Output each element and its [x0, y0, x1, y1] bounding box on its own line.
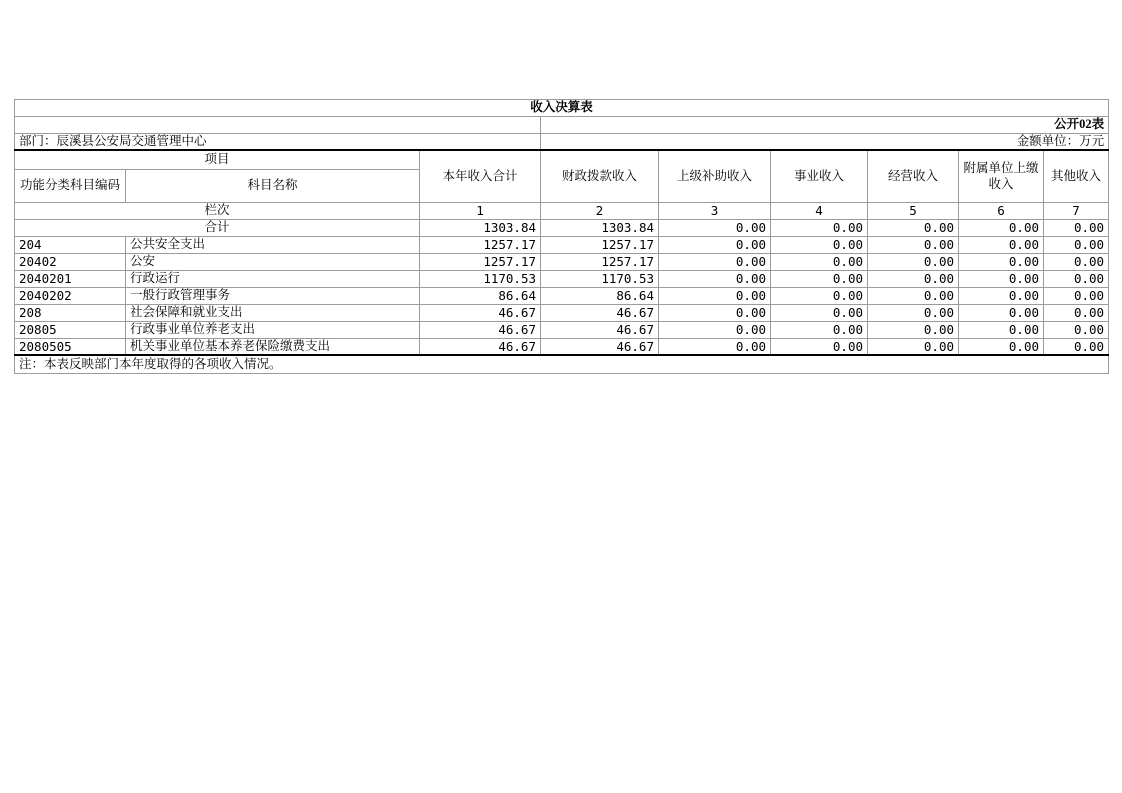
row-value: 0.00	[659, 253, 771, 270]
title-row	[15, 100, 1109, 117]
row-subject-name: 机关事业单位基本养老保险缴费支出	[126, 338, 420, 355]
row-value: 0.00	[659, 287, 771, 304]
row-function-code: 2040202	[15, 287, 126, 304]
header-item-group: 项目	[15, 150, 420, 169]
row-value: 0.00	[771, 253, 868, 270]
row-value: 0.00	[659, 236, 771, 253]
row-value: 0.00	[1044, 338, 1109, 355]
row-value: 0.00	[959, 253, 1044, 270]
row-value: 0.00	[959, 304, 1044, 321]
meta-row	[15, 133, 1109, 150]
column-index-cell: 1	[420, 202, 541, 219]
total-value: 1303.84	[541, 219, 659, 236]
column-index-cell: 5	[868, 202, 959, 219]
column-index-cell: 2	[541, 202, 659, 219]
row-value: 46.67	[541, 304, 659, 321]
row-value: 0.00	[959, 287, 1044, 304]
row-function-code: 2040201	[15, 270, 126, 287]
total-value: 0.00	[868, 219, 959, 236]
row-value: 1257.17	[541, 253, 659, 270]
total-label: 合计	[15, 219, 420, 236]
row-value: 86.64	[420, 287, 541, 304]
row-value: 0.00	[659, 338, 771, 355]
row-value: 0.00	[659, 304, 771, 321]
department-label: 部门：辰溪县公安局交通管理中心	[15, 133, 541, 150]
total-value: 0.00	[771, 219, 868, 236]
total-value: 0.00	[1044, 219, 1109, 236]
row-subject-name: 公安	[126, 253, 420, 270]
row-function-code: 20402	[15, 253, 126, 270]
row-value: 0.00	[771, 287, 868, 304]
row-value: 46.67	[420, 321, 541, 338]
total-value: 0.00	[659, 219, 771, 236]
row-value: 0.00	[868, 321, 959, 338]
row-value: 46.67	[541, 338, 659, 355]
row-value: 86.64	[541, 287, 659, 304]
row-value: 0.00	[771, 304, 868, 321]
table-row	[15, 338, 1109, 355]
header-col-total-income: 本年收入合计	[420, 150, 541, 202]
note-row	[15, 355, 1109, 373]
row-subject-name: 行政事业单位养老支出	[126, 321, 420, 338]
header-col-operating-income: 经营收入	[868, 150, 959, 202]
row-value: 1257.17	[420, 253, 541, 270]
row-subject-name: 一般行政管理事务	[126, 287, 420, 304]
row-value: 46.67	[420, 338, 541, 355]
total-row	[15, 219, 1109, 236]
total-value: 1303.84	[420, 219, 541, 236]
column-index-cell: 6	[959, 202, 1044, 219]
column-index-cell: 3	[659, 202, 771, 219]
table-row	[15, 236, 1109, 253]
income-statement-table	[14, 99, 1109, 374]
row-value: 46.67	[420, 304, 541, 321]
column-index-row	[15, 202, 1109, 219]
row-subject-name: 行政运行	[126, 270, 420, 287]
row-function-code: 2080505	[15, 338, 126, 355]
total-value: 0.00	[959, 219, 1044, 236]
table-row	[15, 270, 1109, 287]
row-value: 1257.17	[541, 236, 659, 253]
row-value: 1257.17	[420, 236, 541, 253]
row-value: 0.00	[1044, 270, 1109, 287]
row-value: 0.00	[868, 287, 959, 304]
row-value: 0.00	[959, 270, 1044, 287]
row-value: 0.00	[771, 338, 868, 355]
row-value: 0.00	[771, 321, 868, 338]
row-value: 0.00	[1044, 236, 1109, 253]
header-col-fiscal-appropriation: 财政拨款收入	[541, 150, 659, 202]
row-value: 46.67	[541, 321, 659, 338]
row-function-code: 20805	[15, 321, 126, 338]
column-index-label: 栏次	[15, 202, 420, 219]
row-value: 1170.53	[541, 270, 659, 287]
table-row	[15, 304, 1109, 321]
form-number-label: 公开02表	[541, 117, 1109, 134]
header-subject-name: 科目名称	[126, 169, 420, 202]
table-row	[15, 321, 1109, 338]
row-value: 0.00	[659, 270, 771, 287]
row-value: 0.00	[1044, 321, 1109, 338]
row-subject-name: 公共安全支出	[126, 236, 420, 253]
row-value: 0.00	[868, 338, 959, 355]
row-value: 0.00	[868, 270, 959, 287]
form-number-row	[15, 117, 1109, 134]
row-value: 0.00	[868, 304, 959, 321]
row-value: 0.00	[1044, 304, 1109, 321]
column-index-cell: 4	[771, 202, 868, 219]
row-value: 0.00	[959, 321, 1044, 338]
row-function-code: 208	[15, 304, 126, 321]
row-value: 0.00	[959, 236, 1044, 253]
row-value: 0.00	[1044, 287, 1109, 304]
row-value: 0.00	[868, 253, 959, 270]
row-value: 0.00	[1044, 253, 1109, 270]
form-row-spacer	[15, 117, 541, 134]
column-index-cell: 7	[1044, 202, 1109, 219]
row-value: 0.00	[659, 321, 771, 338]
header-col-other-income: 其他收入	[1044, 150, 1109, 202]
header-function-code: 功能分类科目编码	[15, 169, 126, 202]
row-function-code: 204	[15, 236, 126, 253]
table-row	[15, 253, 1109, 270]
row-value: 0.00	[771, 236, 868, 253]
row-value: 1170.53	[420, 270, 541, 287]
row-subject-name: 社会保障和就业支出	[126, 304, 420, 321]
table-note: 注：本表反映部门本年度取得的各项收入情况。	[15, 355, 1109, 373]
row-value: 0.00	[868, 236, 959, 253]
table-row	[15, 287, 1109, 304]
row-value: 0.00	[959, 338, 1044, 355]
row-value: 0.00	[771, 270, 868, 287]
unit-label: 金额单位：万元	[541, 133, 1109, 150]
header-row-top	[15, 150, 1109, 169]
table-title: 收入决算表	[15, 100, 1109, 117]
header-col-affiliated-units: 附属单位上缴收入	[959, 150, 1044, 202]
header-col-business-income: 事业收入	[771, 150, 868, 202]
header-col-superior-subsidy: 上级补助收入	[659, 150, 771, 202]
